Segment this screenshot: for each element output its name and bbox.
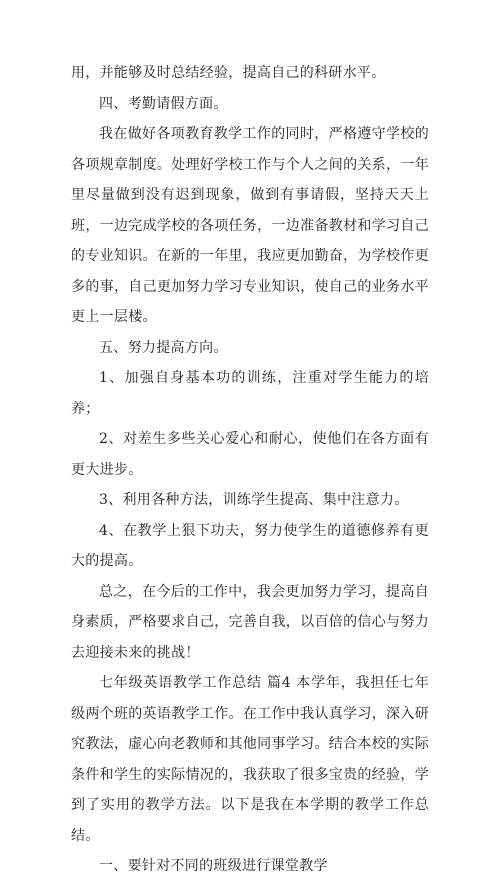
paragraph-continuation: 用，并能够及时总结经验，提高自己的科研水平。 xyxy=(71,65,386,81)
section-heading-improvement: 五、努力提高方向。 xyxy=(99,339,228,356)
section-heading-attendance: 四、考勤请假方面。 xyxy=(99,95,228,112)
list-item-3: 3、利用各种方法，训练学生提高、集中注意力。 xyxy=(99,492,409,508)
paragraph-conclusion: 总之，在今后的工作中，我会更加努力学习，提高自身素质，严格要求自己，完善自我，以百倍的信心与努力去迎接未来的挑战！ xyxy=(71,583,429,661)
list-item-4: 4、在教学上狠下功夫，努力使学生的道德修养有更大的提高。 xyxy=(71,522,429,569)
list-item-2: 2、对差生多些关心爱心和耐心，使他们在各方面有更大进步。 xyxy=(71,431,429,478)
paragraph-article-4-intro: 七年级英语教学工作总结 篇4 本学年，我担任七年级两个班的英语教学工作。在工作中我认真学习，深入研究教法，虚心向老教师和其他同事学习。结合本校的实际条件和学生的实际情况的，我获取了很多宝贵的经验，学到了实用的教学方法。以下是我在本学期的教学工作总结。 xyxy=(71,675,429,844)
list-item-1: 1、加强自身基本功的训练，注重对学生能力的培养； xyxy=(71,370,429,417)
section-heading-classroom: 一、要针对不同的班级进行课堂教学 xyxy=(99,858,328,874)
paragraph-attendance: 我在做好各项教育教学工作的同时，严格遵守学校的各项规章制度。处理好学校工作与个人之间的关系，一年里尽量做到没有迟到现象，做到有事请假，坚持天天上班，一边完成学校的各项任务，一边准备教材和学习自己的专业知识。在新的一年里，我应更加勤奋，为学校作更多的事，自己更加努力学习专业知识，使自己的业务水平更上一层楼。 xyxy=(71,126,429,325)
